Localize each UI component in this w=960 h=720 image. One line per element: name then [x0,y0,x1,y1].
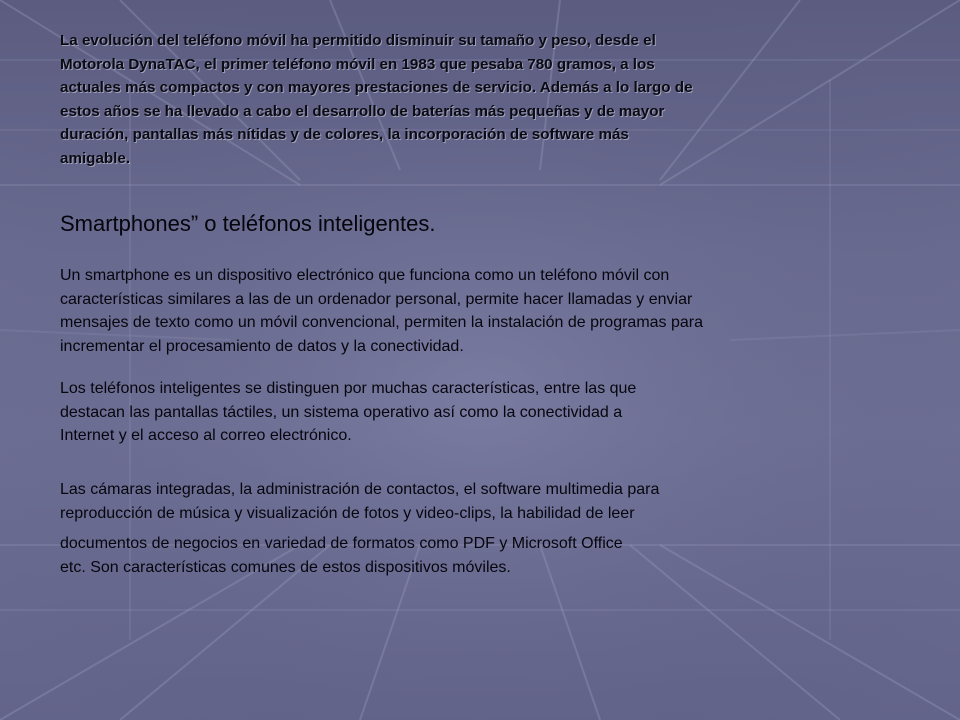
intro-line: Motorola DynaTAC, el primer teléfono móvil en 1983 que pesaba 780 gramos, a los [60,55,655,73]
paragraph-line: destacan las pantallas táctiles, un sistema operativo así como la conectividad a [60,403,623,421]
paragraph-line: Un smartphone es un dispositivo electrónico que funciona como un teléfono móvil con [60,267,670,284]
paragraph-line: incrementar el procesamiento de datos y la conectividad. [60,337,464,355]
intro-line: amigable. [60,149,131,167]
intro-line: estos años se ha llevado a cabo el desarrollo de baterías más pequeñas y de mayor [60,102,665,120]
paragraph-line: reproducción de música y visualización de fotos y video-clips, la habilidad de leer [60,505,635,522]
intro-line: La evolución del teléfono móvil ha permitido disminuir su tamaño y peso, desde el [60,32,656,49]
paragraph-line: Las cámaras integradas, la administración de contactos, el software multimedia para [60,481,660,498]
paragraph-line: Los teléfonos inteligentes se distinguen por muchas características, entre las que [60,380,637,397]
paragraph-line: etc. Son características comunes de estos dispositivos móviles. [60,559,511,576]
paragraph-line: características similares a las de un ordenador personal, permite hacer llamadas y enviar [60,290,693,308]
common-features-paragraph [60,478,659,580]
intro-paragraph [60,29,800,171]
paragraph-line: Internet y el acceso al correo electrónico. [60,427,352,444]
paragraph-line: documentos de negocios en variedad de formatos como PDF y Microsoft Office [60,535,623,552]
intro-line: actuales más compactos y con mayores prestaciones de servicio. Además a lo largo de [60,79,693,97]
section-heading: Smartphones” o teléfonos inteligentes. [60,211,436,236]
paragraph-line: mensajes de texto como un móvil convencional, permiten la instalación de programas para [60,314,704,331]
intro-line: duración, pantallas más nítidas y de colores, la incorporación de software más [60,126,629,144]
features-paragraph [60,377,636,448]
smartphone-definition-paragraph [60,264,703,358]
